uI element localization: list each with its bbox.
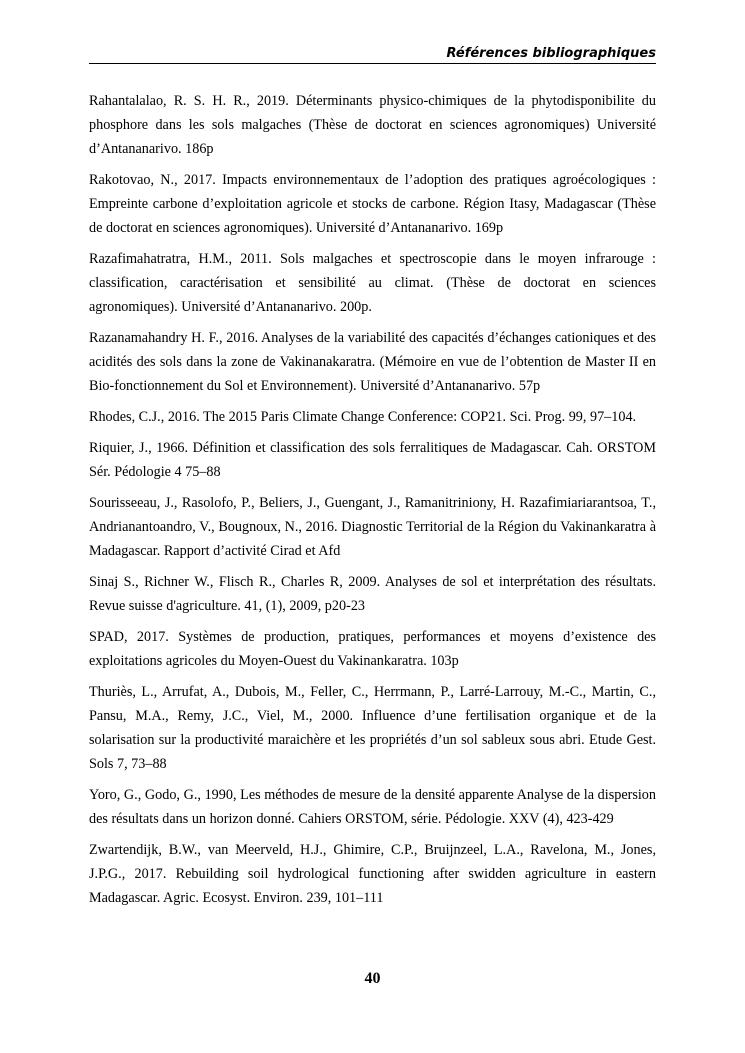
- reference-entry: Sinaj S., Richner W., Flisch R., Charles R, 2009. Analyses de sol et interprétation des résultats. Revue suisse d'agriculture. 41, (1), 2009, p20-23: [89, 574, 656, 614]
- reference-entry: Rakotovao, N., 2017. Impacts environnementaux de l’adoption des pratiques agroécologiques : Empreinte carbone d’exploitation agricole et stocks de carbone. Région Itasy, Madagascar (Thèse de doctorat en sciences agronomiques). Université d’Antananarivo. 169p: [89, 172, 656, 236]
- reference-entry: Rhodes, C.J., 2016. The 2015 Paris Climate Change Conference: COP21. Sci. Prog. 99, 97–104.: [89, 409, 637, 425]
- reference-entry: Razafimahatratra, H.M., 2011. Sols malgaches et spectroscopie dans le moyen infrarouge : classification, caractérisation et sensibilité au climat. (Thèse de doctorat en sciences agronomiques). Université d’Antananarivo. 200p.: [89, 251, 656, 315]
- reference-list: [89, 89, 656, 917]
- reference-entry: Yoro, G., Godo, G., 1990, Les méthodes de mesure de la densité apparente Analyse de la dispersion des résultats dans un horizon donné. Cahiers ORSTOM, série. Pédologie. XXV (4), 423-429: [89, 787, 656, 827]
- reference-entry: SPAD, 2017. Systèmes de production, pratiques, performances et moyens d’existence des exploitations agricoles du Moyen-Ouest du Vakinankaratra. 103p: [89, 629, 656, 669]
- reference-entry: Riquier, J., 1966. Définition et classification des sols ferralitiques de Madagascar. Cah. ORSTOM Sér. Pédologie 4 75–88: [89, 440, 656, 480]
- page-number: 40: [364, 970, 381, 987]
- reference-entry: Razanamahandry H. F., 2016. Analyses de la variabilité des capacités d’échanges cationiques et des acidités des sols dans la zone de Vakinanakaratra. (Mémoire en vue de l’obtention de Master II en Bio-fonctionnement du Sol et Environnement). Université d’Antananarivo. 57p: [89, 330, 656, 394]
- reference-entry: Sourisseeau, J., Rasolofo, P., Beliers, J., Guengant, J., Ramanitriniony, H. Razafimiariarantsoa, T., Andrianantoandro, V., Bougnoux, N., 2016. Diagnostic Territorial de la Région du Vakinankaratra à Madagascar. Rapport d’activité Cirad et Afd: [89, 495, 656, 559]
- reference-entry: Thuriès, L., Arrufat, A., Dubois, M., Feller, C., Herrmann, P., Larré-Larrouy, M.-C., Martin, C., Pansu, M.A., Remy, J.C., Viel, M., 2000. Influence d’une fertilisation organique et de la solarisation sur la productivité maraichère et les propriétés d’un sol sableux sous abri. Etude Gest. Sols 7, 73–88: [89, 684, 656, 772]
- section-title: Références bibliographiques: [446, 46, 656, 61]
- reference-entry: Zwartendijk, B.W., van Meerveld, H.J., Ghimire, C.P., Bruijnzeel, L.A., Ravelona, M., Jones, J.P.G., 2017. Rebuilding soil hydrological functioning after swidden agriculture in eastern Madagascar. Agric. Ecosyst. Environ. 239, 101–111: [89, 842, 656, 906]
- running-header: [89, 44, 656, 64]
- reference-entry: Rahantalalao, R. S. H. R., 2019. Déterminants physico-chimiques de la phytodisponibilite du phosphore dans les sols malgaches (Thèse de doctorat en sciences agronomiques) Université d’Antananarivo. 186p: [89, 93, 656, 157]
